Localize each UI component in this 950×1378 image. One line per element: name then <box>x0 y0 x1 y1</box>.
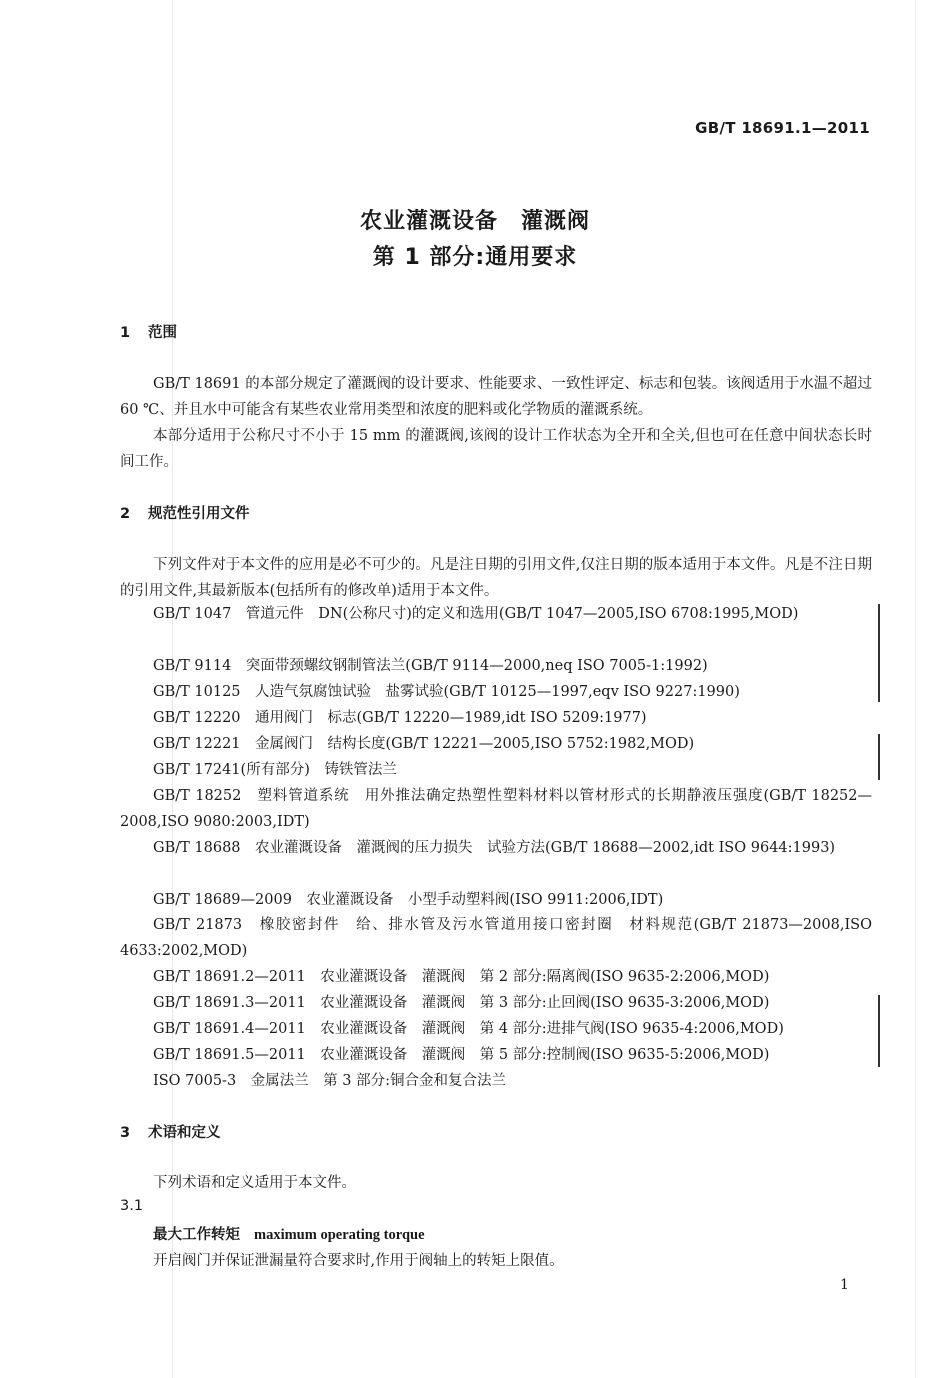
scope-paragraph: GB/T 18691 的本部分规定了灌溉阀的设计要求、性能要求、一致性评定、标志和包装。该阀适用于水温不超过 60 ℃、并且水中可能含有某些农业常用类型和浓度的肥料或化学物质的灌溉系统。 <box>120 376 872 418</box>
reference-item: GB/T 18688 农业灌溉设备 灌溉阀的压力损失 试验方法(GB/T 18688—2002,idt ISO 9644:1993) <box>153 840 836 856</box>
reference-item: GB/T 18689—2009 农业灌溉设备 小型手动塑料阀(ISO 9911:2006,IDT) <box>153 892 664 908</box>
scope-paragraph: 本部分适用于公称尺寸不小于 15 mm 的灌溉阀,该阀的设计工作状态为全开和全关,但也可在任意中间状态长时间工作。 <box>120 428 872 470</box>
reference-item: GB/T 12220 通用阀门 标志(GB/T 12220—1989,idt ISO 5209:1977) <box>153 710 647 726</box>
section-number: 2 <box>120 506 131 522</box>
term-definition: 开启阀门并保证泄漏量符合要求时,作用于阀轴上的转矩上限值。 <box>153 1253 564 1269</box>
reference-item: GB/T 1047 管道元件 DN(公称尺寸)的定义和选用(GB/T 1047—2005,ISO 6708:1995,MOD) <box>153 606 799 622</box>
reference-item: GB/T 17241(所有部分) 铸铁管法兰 <box>153 762 397 778</box>
reference-item: GB/T 9114 突面带颈螺纹钢制管法兰(GB/T 9114—2000,neq ISO 7005-1:1992) <box>153 658 708 674</box>
change-bar <box>878 734 880 780</box>
section-title: 范围 <box>148 325 177 341</box>
terms-intro: 下列术语和定义适用于本文件。 <box>153 1175 356 1191</box>
section-number: 3 <box>120 1125 131 1141</box>
term-entry <box>153 1223 425 1244</box>
reference-item: ISO 7005-3 金属法兰 第 3 部分:铜合金和复合法兰 <box>153 1073 507 1089</box>
reference-item: GB/T 21873 橡胶密封件 给、排水管及污水管道用接口密封圈 材料规范(GB/T 21873—2008,ISO 4633:2002,MOD) <box>120 917 872 959</box>
reference-item: GB/T 18691.4—2011 农业灌溉设备 灌溉阀 第 4 部分:进排气阀(ISO 9635-4:2006,MOD) <box>153 1021 784 1037</box>
reference-item: GB/T 18252 塑料管道系统 用外推法确定热塑性塑料材料以管材形式的长期静液压强度(GB/T 18252—2008,ISO 9080:2003,IDT) <box>120 788 872 830</box>
section-heading-references <box>120 502 250 523</box>
document-title: 农业灌溉设备 灌溉阀 <box>359 209 590 234</box>
section-number: 1 <box>120 325 131 341</box>
page-number: 1 <box>840 1277 849 1293</box>
document-subtitle: 第 1 部分:通用要求 <box>372 245 578 270</box>
reference-item: GB/T 18691.3—2011 农业灌溉设备 灌溉阀 第 3 部分:止回阀(ISO 9635-3:2006,MOD) <box>153 995 770 1011</box>
standard-number: GB/T 18691.1—2011 <box>695 119 870 137</box>
term-chinese: 最大工作转矩 <box>153 1227 240 1243</box>
change-bar <box>878 604 880 702</box>
references-intro: 下列文件对于本文件的应用是必不可少的。凡是注日期的引用文件,仅注日期的版本适用于本文件。凡是不注日期的引用文件,其最新版本(包括所有的修改单)适用于本文件。 <box>120 557 872 599</box>
term-english: maximum operating torque <box>254 1227 425 1243</box>
section-title: 术语和定义 <box>148 1125 221 1141</box>
reference-item: GB/T 18691.2—2011 农业灌溉设备 灌溉阀 第 2 部分:隔离阀(ISO 9635-2:2006,MOD) <box>153 969 770 985</box>
change-bar <box>878 995 880 1067</box>
reference-item: GB/T 12221 金属阀门 结构长度(GB/T 12221—2005,ISO 5752:1982,MOD) <box>153 736 695 752</box>
reference-item: GB/T 10125 人造气氛腐蚀试验 盐雾试验(GB/T 10125—1997,eqv ISO 9227:1990) <box>153 684 740 700</box>
section-title: 规范性引用文件 <box>148 506 250 522</box>
section-heading-terms <box>120 1121 221 1142</box>
reference-item: GB/T 18691.5—2011 农业灌溉设备 灌溉阀 第 5 部分:控制阀(ISO 9635-5:2006,MOD) <box>153 1047 770 1063</box>
section-heading-scope <box>120 321 177 342</box>
clause-number: 3.1 <box>120 1198 144 1214</box>
